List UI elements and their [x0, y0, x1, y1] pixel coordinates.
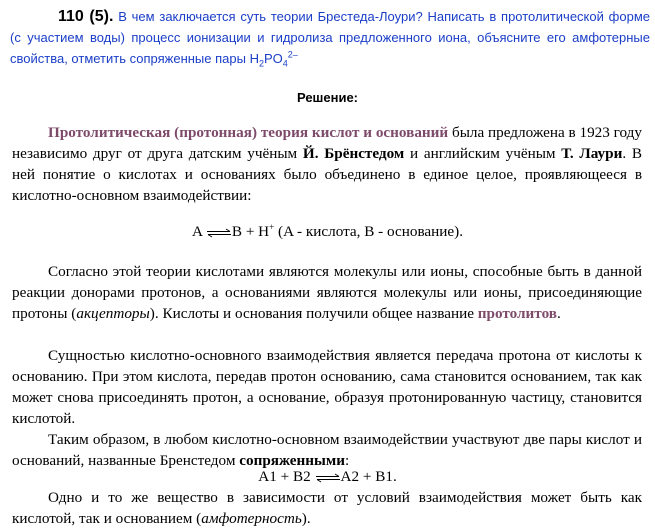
theory-term: Протолитическая (протонная) теория кислот и оснований [48, 124, 449, 141]
paragraph-definition [12, 261, 642, 324]
scientist-name: Й. Брёнстедом [302, 145, 405, 162]
equation-left: A [191, 223, 203, 240]
formula-subscript: 4 [282, 58, 288, 69]
solution-heading: Решение: [296, 90, 359, 105]
paragraph-text: Сущностью кислотно-основного взаимодействия является передача протона от кислоты к основанию. При этом кислота, передав протон основанию, сама становится основанием, так как может снова присоединять протон, а основание, образуя протонированную частицу, становится кислотой. [12, 347, 642, 427]
paragraph-essence [12, 345, 642, 429]
paragraph-text: Таким образом, в любом кислотно-основном взаимодействии участвуют две пары кислот и оснований, названные Бренстедом [12, 431, 642, 469]
paragraph-amphoterism [12, 487, 642, 529]
term-italic: акцепторы [76, 305, 150, 322]
task-number: 110 (5). [58, 8, 114, 25]
formula-part: PO [263, 51, 283, 66]
task-text: В чем заключается суть теории Бреcтеда-Лоури? Написать в протолитической форме (с участием воды) процесс ионизации и гидролиза предложенного иона, объясните его амфотерные свойства, отметить сопряженные пары H [10, 9, 650, 66]
paragraph-text: . В ней понятие о кислотах и основаниях было объединено в единое целое, проявляющееся в кислотно-основном взаимодействии: [12, 145, 643, 204]
paragraph-text: Согласно этой теории кислотами являются молекулы или ионы, способные быть в данной реакции донорами протонов, а основаниями являются молекулы или ионы, присоединяющие протоны ( [12, 263, 642, 322]
equilibrium-arrow-icon [206, 228, 232, 238]
paragraph-text: ). [301, 510, 311, 527]
paragraph-text: была предложена в 1923 году независимо друг от друга датским учёным [12, 124, 642, 162]
paragraph-text: : [345, 452, 350, 469]
proton-charge: + [269, 221, 275, 232]
formula-charge: 2– [287, 49, 298, 60]
equation-conjugate-pairs [0, 466, 655, 487]
task-statement [10, 6, 650, 69]
conjugate-term: сопряженными [239, 452, 346, 469]
paragraph-text: ). Кислоты и основания получили общее название [149, 305, 478, 322]
equilibrium-arrow-icon [315, 473, 341, 483]
equation-right: B + H [231, 223, 270, 240]
paragraph-pairs [12, 429, 642, 471]
equation-note: (A - кислота, B - основание). [274, 223, 464, 240]
scientist-name: Т. Лаури [561, 145, 623, 162]
formula-subscript: 2 [258, 58, 264, 69]
equation-right: A2 + B1. [340, 468, 397, 485]
term-italic: амфотерность [201, 510, 302, 527]
equation-left: A1 + B2 [258, 468, 311, 485]
paragraph-text: и английским учёным [404, 145, 562, 162]
paragraph-theory [12, 122, 642, 206]
protolytes-term: протолитов [477, 305, 557, 322]
equation-acid-base [0, 221, 655, 242]
paragraph-text: . [557, 305, 561, 322]
paragraph-text: Одно и то же вещество в зависимости от условий взаимодействия может быть как кислотой, так и основанием ( [12, 489, 642, 527]
